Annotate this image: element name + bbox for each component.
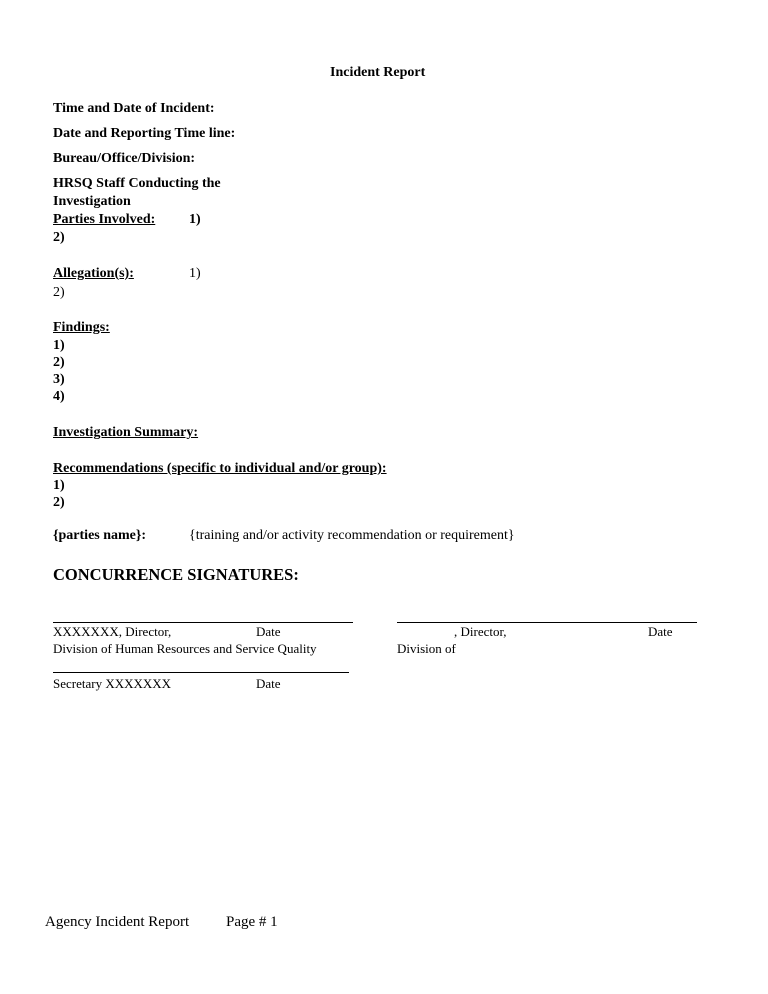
findings-label: Findings: xyxy=(53,320,110,335)
director-left-date: Date xyxy=(256,624,281,639)
investigation-summary-label: Investigation Summary: xyxy=(53,425,199,440)
recommendations-item: 2) xyxy=(53,495,65,510)
bureau-label: Bureau/Office/Division: xyxy=(53,151,196,166)
parties-name-text: {training and/or activity recommendation or requirement} xyxy=(189,528,515,543)
concurrence-heading: CONCURRENCE SIGNATURES: xyxy=(53,565,299,584)
director-right-division: Division of xyxy=(397,641,456,656)
director-right-name: , Director, xyxy=(454,624,507,639)
parties-involved-label: Parties Involved: xyxy=(53,212,156,227)
page-title: Incident Report xyxy=(330,65,426,80)
secretary-date: Date xyxy=(256,676,281,691)
director-left-division: Division of Human Resources and Service Quality xyxy=(53,641,317,656)
parties-item-2: 2) xyxy=(53,230,65,245)
findings-item: 2) xyxy=(53,355,65,370)
allegations-item-1: 1) xyxy=(189,266,201,281)
footer-document-name: Agency Incident Report xyxy=(45,914,190,930)
secretary-name: Secretary XXXXXXX xyxy=(53,676,172,691)
footer-page-number: Page # 1 xyxy=(226,914,278,930)
signature-line-secretary xyxy=(53,672,349,673)
parties-item-1: 1) xyxy=(189,212,201,227)
recommendations-item: 1) xyxy=(53,478,65,493)
signature-line-right xyxy=(397,622,697,623)
time-date-label: Time and Date of Incident: xyxy=(53,101,215,116)
recommendations-label: Recommendations (specific to individual and/or group): xyxy=(53,461,387,476)
director-left-name: XXXXXXX, Director, xyxy=(53,624,172,639)
hrsq-label-line2: Investigation xyxy=(53,194,131,209)
findings-item: 4) xyxy=(53,389,65,404)
parties-name-label: {parties name}: xyxy=(53,528,147,543)
signature-line-left xyxy=(53,622,353,623)
allegations-item-2: 2) xyxy=(53,285,65,300)
findings-item: 1) xyxy=(53,338,65,353)
hrsq-label-line1: HRSQ Staff Conducting the xyxy=(53,176,221,191)
findings-item: 3) xyxy=(53,372,65,387)
director-right-date: Date xyxy=(648,624,673,639)
allegations-label: Allegation(s): xyxy=(53,266,134,281)
reporting-label: Date and Reporting Time line: xyxy=(53,126,236,141)
